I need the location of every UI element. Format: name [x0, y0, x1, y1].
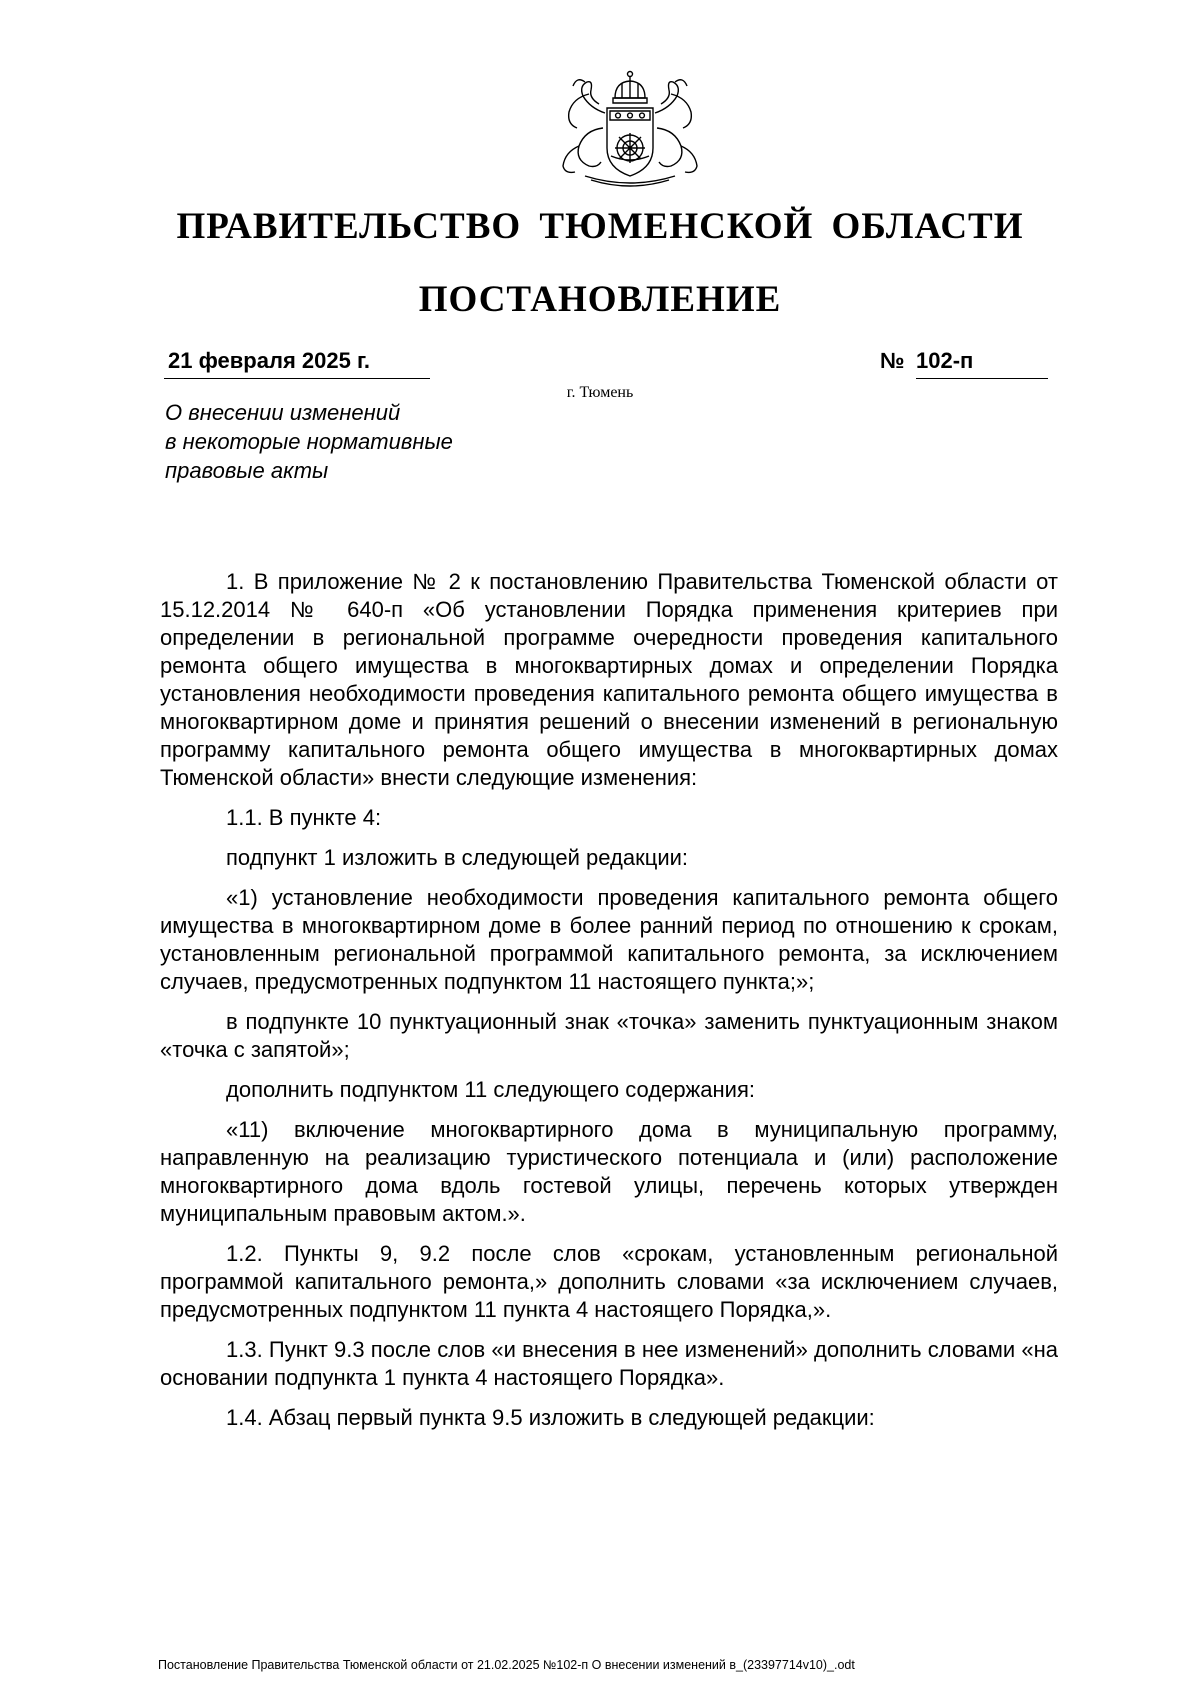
- document-type: ПОСТАНОВЛЕНИЕ: [418, 279, 782, 320]
- paragraph: 1.2. Пункты 9, 9.2 после слов «срокам, установленным региональной программой капитального ремонта,» дополнить словами «за исключением случаев, предусмотренных подпунктом 11 пункта 4 настоящего Порядка,».: [160, 1241, 1058, 1322]
- paragraph: 1.4. Абзац первый пункта 9.5 изложить в следующей редакции:: [226, 1405, 875, 1430]
- coat-of-arms-icon: [555, 68, 705, 190]
- paragraph: «11) включение многоквартирного дома в муниципальную программу, направленную на реализацию туристического потенциала и (или) расположение многоквартирного дома вдоль гостевой улицы, перечень которых утвержден муниципальным правовым актом.».: [160, 1117, 1058, 1226]
- document-subject: [165, 398, 585, 485]
- document-date: 21 февраля 2025 г.: [164, 348, 430, 379]
- subject-line: правовые акты: [165, 458, 329, 483]
- number-sign: №: [880, 348, 905, 373]
- government-name: ПРАВИТЕЛЬСТВО ТЮМЕНСКОЙ ОБЛАСТИ: [176, 206, 1024, 247]
- document-number: 102-п: [916, 348, 1048, 379]
- paragraph: «1) установление необходимости проведения капитального ремонта общего имущества в многоквартирном доме в более ранний период по отношению к срокам, установленным региональной программой капитального ремонта, за исключением случаев, предусмотренных подпунктом 11 настоящего пункта;»;: [160, 885, 1058, 994]
- city: г. Тюмень: [566, 384, 634, 401]
- paragraph: 1.1. В пункте 4:: [226, 805, 382, 830]
- subject-line: О внесении изменений: [165, 400, 401, 425]
- subject-line: в некоторые нормативные: [165, 429, 453, 454]
- paragraph: 1. В приложение № 2 к постановлению Правительства Тюменской области от 15.12.2014 № 640-п «Об установлении Порядка применения критериев при определении в региональной программе очередности проведения капитального ремонта общего имущества в многоквартирных домах и определении Порядка установления необходимости проведения капитального ремонта общего имущества в многоквартирном доме и принятия решений о внесении изменений в региональную программу капитального ремонта общего имущества в многоквартирных домах Тюменской области» внести следующие изменения:: [160, 569, 1058, 790]
- paragraph: 1.3. Пункт 9.3 после слов «и внесения в нее изменений» дополнить словами «на основании подпункта 1 пункта 4 настоящего Порядка».: [160, 1337, 1058, 1390]
- paragraph: подпункт 1 изложить в следующей редакции:: [226, 845, 689, 870]
- page-footer: Постановление Правительства Тюменской области от 21.02.2025 №102-п О внесении изменений в_(23397714v10)_.odt: [158, 1658, 855, 1672]
- paragraph: дополнить подпунктом 11 следующего содержания:: [226, 1077, 755, 1102]
- document-number-field: [880, 348, 1048, 378]
- document-body: [160, 568, 1058, 1444]
- paragraph: в подпункте 10 пунктуационный знак «точка» заменить пунктуационным знаком «точка с запятой»;: [160, 1009, 1058, 1062]
